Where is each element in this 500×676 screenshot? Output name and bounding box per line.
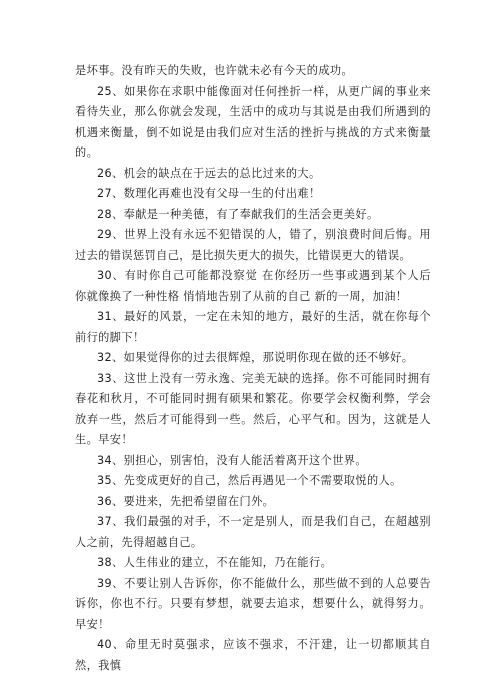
paragraph: 28、奉献是一种美德，有了奉献我们的生活会更美好。	[97, 207, 379, 221]
paragraph: 26、机会的缺点在于远去的总比过来的大。	[97, 166, 321, 180]
paragraph: 32、如果觉得你的过去很辉煌，那说明你现在做的还不够好。	[97, 351, 414, 364]
paragraph: 36、要进来，先把希望留在门外。	[97, 494, 275, 508]
paragraph: 29、世界上没有永远不犯错误的人，错了，别浪费时间后悔。用过去的错误惩罚自己，是比损失更大的损失，比错误更大的错误。	[75, 228, 431, 262]
paragraph: 40、命里无时莫强求，应该不强求，不汗建，让一切都顺其自然，我慎	[75, 638, 431, 672]
paragraph: 38、人生伟业的建立，不在能知，乃在能行。	[97, 556, 333, 569]
paragraph: 25、如果你在求职中能像面对任何挫折一样，从更广阔的事业来看待失业，那么你就会发现，生活中的成功与其说是由我们所遇到的机遇来衡量，倒不如说是由我们应对生活的挫折与挑战的方式来衡量的。	[75, 84, 431, 159]
paragraph: 37、我们最强的对手，不一定是别人，而是我们自己，在超越别人之前，先得超越自己。	[75, 515, 431, 549]
paragraph: 31、最好的风景，一定在未知的地方，最好的生活，就在你每个前行的脚下！	[75, 310, 431, 344]
paragraph: 27、数理化再难也没有父母一生的付出难！	[97, 187, 321, 200]
paragraph: 35、先变成更好的自己，然后再遇见一个不需要取悦的人。	[97, 474, 402, 487]
paragraph: 39、不要让别人告诉你，你不能做什么，那些做不到的人总要告诉你，你也不行。只要有梦想，就要去追求，想要什么，就得努力。早安！	[75, 576, 431, 631]
paragraph: 34、别担心，别害怕，没有人能活着离开这个世界。	[97, 453, 367, 467]
paragraph: 是坏事。没有昨天的失败，也许就未必有今天的成功。	[75, 64, 354, 77]
paragraph: 33、这世上没有一劳永逸、完美无缺的选择。你不可能同时拥有春花和秋月，不可能同时拥有硕果和繁花。你要学会权衡利弊，学会放弃一些，然后才可能得到一些。然后，心平气和。因为，这就是人生。早安！	[75, 371, 431, 446]
document-body	[75, 61, 431, 676]
paragraph: 30、有时你自己可能都没察觉 在你经历一些事或遇到某个人后 你就像换了一种性格 悄悄地告别了从前的自己 新的一周，加油！	[75, 269, 431, 303]
